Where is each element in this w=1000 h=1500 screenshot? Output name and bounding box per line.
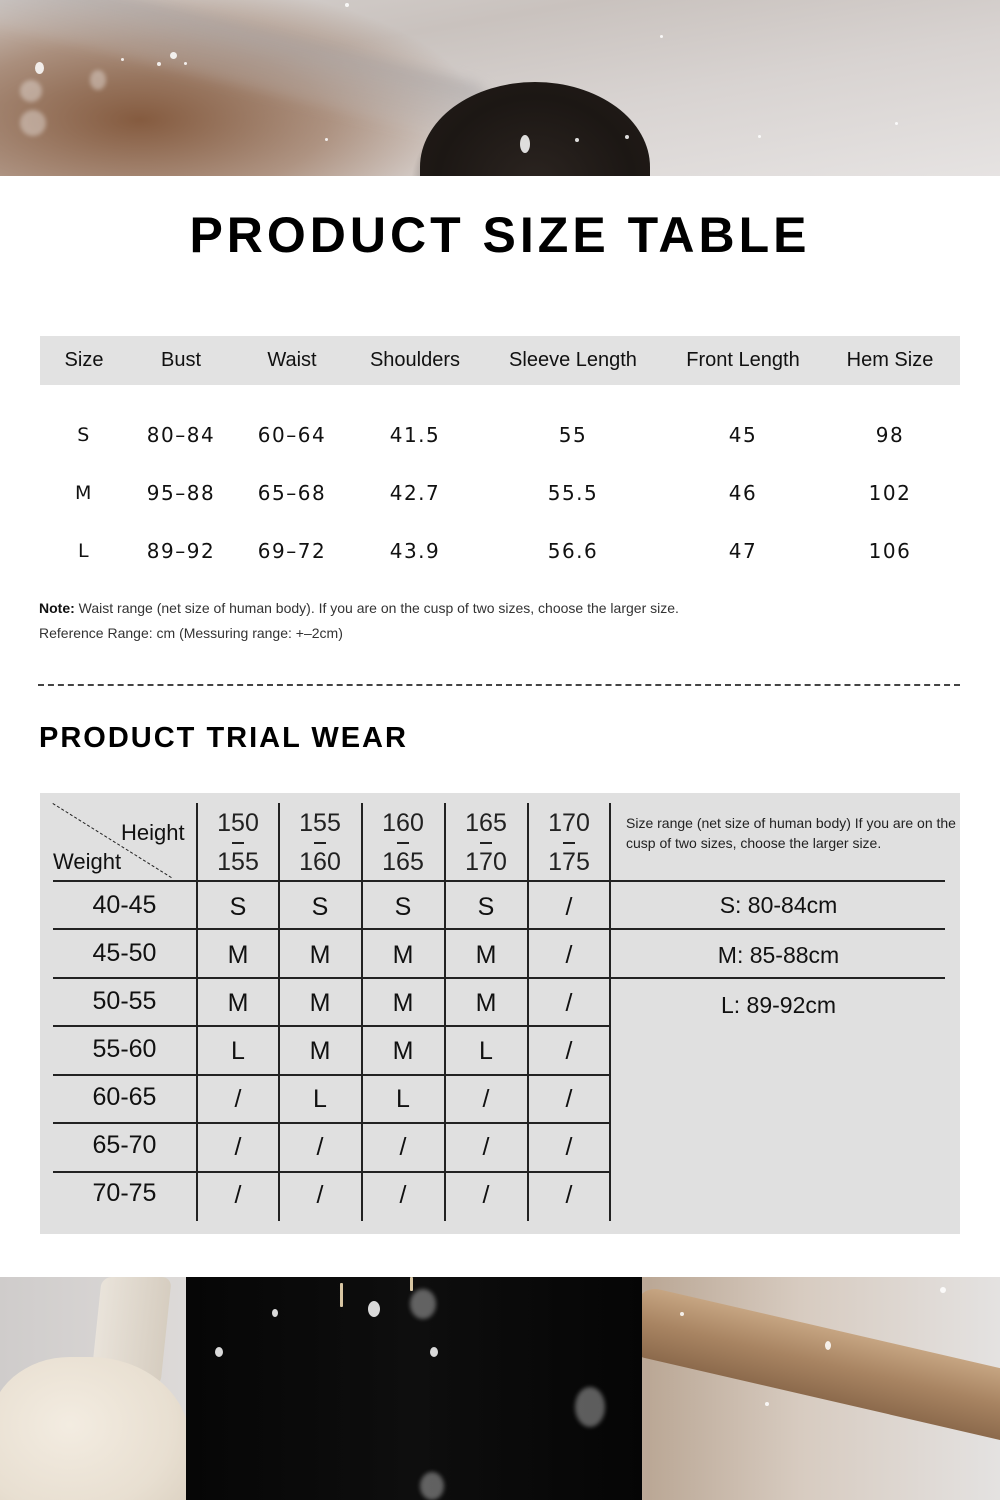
size-cell: S [229, 893, 247, 921]
column-header-bust: Bust [160, 349, 202, 371]
grid-line [53, 880, 945, 882]
height-to: 160 [299, 848, 341, 876]
size-cell: / [482, 1133, 490, 1161]
size-cell: / [399, 1133, 407, 1161]
range-dash [397, 842, 409, 844]
height-from: 155 [299, 809, 341, 837]
size-cell: / [565, 989, 573, 1017]
size-cell: M [392, 1037, 414, 1065]
weight-label: 50-55 [92, 987, 157, 1015]
hero-photo-top [0, 0, 1000, 176]
weight-label: 65-70 [92, 1131, 157, 1159]
cell-waist: 69–72 [257, 539, 327, 563]
cell-front-length: 46 [728, 481, 758, 505]
cell-hem-size: 102 [868, 481, 912, 505]
height-from: 160 [382, 809, 424, 837]
size-cell: / [482, 1085, 490, 1113]
size-range-l: L: 89-92cm [720, 992, 837, 1018]
cell-waist: 60–64 [257, 423, 327, 447]
size-cell: L [313, 1085, 327, 1113]
grid-line [53, 1171, 610, 1173]
cell-waist: 65–68 [257, 481, 327, 505]
column-header-front-length: Front Length [686, 349, 800, 371]
wooden-branch [624, 1285, 1000, 1448]
size-cell: / [565, 1085, 573, 1113]
column-header-size: Size [64, 349, 104, 371]
hero-photo-bottom [0, 1277, 1000, 1500]
table-row [40, 478, 960, 508]
corner-label-weight: Weight [53, 849, 122, 874]
grid-line [53, 1025, 610, 1027]
cell-size: S [77, 424, 91, 446]
size-cell: L [396, 1085, 410, 1113]
cell-sleeve-length: 55 [558, 423, 588, 447]
height-to: 155 [217, 848, 259, 876]
size-cell: / [316, 1133, 324, 1161]
size-cell: M [227, 989, 249, 1017]
weight-label: 60-65 [92, 1083, 157, 1111]
size-cell: L [231, 1037, 245, 1065]
table-row [40, 536, 960, 566]
size-cell: M [475, 989, 497, 1017]
column-header-waist: Waist [267, 349, 317, 371]
range-dash [314, 842, 326, 844]
cell-hem-size: 98 [875, 423, 905, 447]
dashed-divider [38, 684, 960, 686]
column-header-hem-size: Hem Size [846, 349, 934, 371]
grid-line [53, 1074, 610, 1076]
cell-shoulders: 41.5 [389, 423, 441, 447]
table-row [40, 420, 960, 450]
size-cell: / [399, 1181, 407, 1209]
column-header-shoulders: Shoulders [369, 349, 461, 371]
trial-wear-panel [40, 793, 960, 1234]
size-note [39, 600, 679, 616]
height-range-header [445, 811, 527, 875]
weight-label: 70-75 [92, 1179, 157, 1207]
cell-size: M [75, 482, 93, 504]
size-cell: / [565, 1133, 573, 1161]
size-table-header [40, 336, 960, 385]
size-cell: / [565, 1037, 573, 1065]
size-cell: / [234, 1181, 242, 1209]
height-to: 175 [548, 848, 590, 876]
cell-size: L [77, 540, 91, 562]
cell-shoulders: 43.9 [389, 539, 441, 563]
height-from: 165 [465, 809, 507, 837]
range-dash [563, 842, 575, 844]
cell-sleeve-length: 55.5 [547, 481, 599, 505]
size-cell: S [311, 893, 329, 921]
size-cell: M [309, 989, 331, 1017]
size-range-s: S: 80-84cm [719, 892, 838, 918]
size-cell: M [309, 941, 331, 969]
size-cell: / [565, 1181, 573, 1209]
size-cell: / [565, 941, 573, 969]
size-cell: S [477, 893, 495, 921]
height-range-header [197, 811, 279, 875]
trial-wear-title: PRODUCT TRIAL WEAR [39, 722, 408, 754]
size-cell: / [316, 1181, 324, 1209]
cell-bust: 80–84 [146, 423, 216, 447]
size-cell: M [309, 1037, 331, 1065]
height-from: 150 [217, 809, 259, 837]
column-header-sleeve-length: Sleeve Length [509, 349, 637, 371]
note-text: Waist range (net size of human body). If you are on the cusp of two sizes, choose the larger size. [74, 600, 679, 616]
corner-label-height: Height [121, 820, 185, 845]
weight-label: 45-50 [92, 939, 157, 967]
size-cell: / [565, 893, 573, 921]
cell-bust: 89–92 [146, 539, 216, 563]
blurred-beam [0, 0, 499, 147]
range-dash [480, 842, 492, 844]
cell-shoulders: 42.7 [389, 481, 441, 505]
reference-range-note: Reference Range: cm (Messuring range: +–2cm) [39, 625, 343, 641]
size-cell: M [475, 941, 497, 969]
size-range-note: Size range (net size of human body) If you are on the cusp of two sizes, choose the larger size. [626, 815, 956, 851]
cell-hem-size: 106 [868, 539, 912, 563]
height-from: 170 [548, 809, 590, 837]
cell-sleeve-length: 56.6 [547, 539, 599, 563]
height-range-header [362, 811, 444, 875]
size-cell: M [392, 989, 414, 1017]
fur-bag [0, 1357, 190, 1500]
weight-label: 40-45 [92, 891, 157, 919]
size-range-m: M: 85-88cm [717, 942, 840, 968]
grid-line [53, 1122, 610, 1124]
cell-front-length: 47 [728, 539, 758, 563]
grid-line [53, 928, 945, 930]
size-table-title: PRODUCT SIZE TABLE [189, 207, 811, 263]
size-cell: / [234, 1085, 242, 1113]
height-range-header [528, 811, 610, 875]
grid-line [53, 977, 945, 979]
height-to: 165 [382, 848, 424, 876]
cell-bust: 95–88 [146, 481, 216, 505]
note-label: Note: [39, 600, 75, 616]
size-cell: S [394, 893, 412, 921]
size-cell: M [227, 941, 249, 969]
size-cell: M [392, 941, 414, 969]
cell-front-length: 45 [728, 423, 758, 447]
size-cell: / [234, 1133, 242, 1161]
range-dash [232, 842, 244, 844]
weight-label: 55-60 [92, 1035, 157, 1063]
size-cell: / [482, 1181, 490, 1209]
height-range-header [279, 811, 361, 875]
height-to: 170 [465, 848, 507, 876]
size-cell: L [479, 1037, 493, 1065]
